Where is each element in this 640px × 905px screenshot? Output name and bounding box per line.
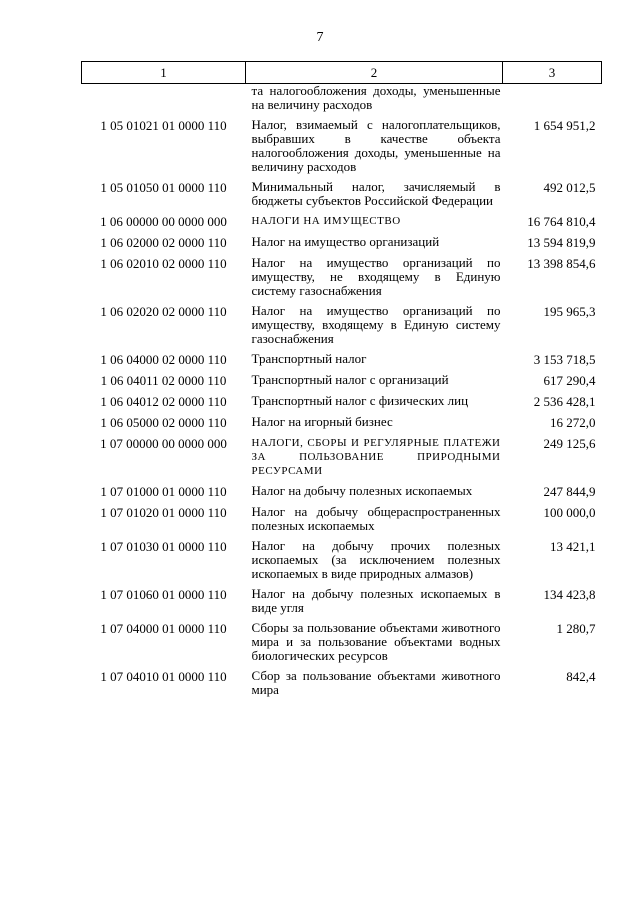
table-row <box>82 669 602 703</box>
budget-classification-code: 1 07 01030 01 0000 110 <box>100 539 227 554</box>
amount-value: 2 536 428,1 <box>533 394 596 409</box>
budget-classification-code: 1 06 02020 02 0000 110 <box>100 304 227 319</box>
budget-classification-code: 1 07 00000 00 0000 000 <box>100 436 227 451</box>
amount-value: 617 290,4 <box>543 373 596 388</box>
amount-value: 134 423,8 <box>543 587 596 602</box>
budget-classification-code: 1 06 02010 02 0000 110 <box>100 256 227 271</box>
budget-classification-code: 1 07 01060 01 0000 110 <box>100 587 227 602</box>
table-row <box>82 415 602 436</box>
revenue-item-name: Налог на игорный бизнес <box>251 414 393 429</box>
revenue-item-name: Сбор за пользование объектами животного мира <box>251 668 501 697</box>
revenue-item-name: Налог на добычу полезных ископаемых в виде угля <box>251 586 501 615</box>
amount-value: 842,4 <box>566 669 596 684</box>
amount-value: 13 421,1 <box>550 539 596 554</box>
budget-classification-code <box>82 84 246 119</box>
revenue-item-name: НАЛОГИ НА ИМУЩЕСТВО <box>251 215 401 227</box>
revenue-item-name: Налог на имущество организаций <box>251 234 440 249</box>
amount-value: 195 965,3 <box>543 304 596 319</box>
table-row <box>82 352 602 373</box>
budget-classification-code: 1 07 01000 01 0000 110 <box>100 484 227 499</box>
table-row <box>82 214 602 235</box>
table-row <box>82 235 602 256</box>
table-row <box>82 394 602 415</box>
revenue-item-name: Налог на имущество организаций по имуществу, входящему в Единую систему газоснабжения <box>251 303 501 346</box>
amount-value: 247 844,9 <box>543 484 596 499</box>
revenue-item-name: Транспортный налог <box>251 351 367 366</box>
table-header <box>82 62 602 84</box>
page-number: 7 <box>316 30 324 45</box>
table-row <box>82 180 602 214</box>
table-row <box>82 505 602 539</box>
table-body <box>82 84 602 704</box>
revenue-item-name: Налог на имущество организаций по имуществу, не входящему в Единую систему газоснабжения <box>251 255 501 298</box>
budget-classification-code: 1 07 01020 01 0000 110 <box>100 505 227 520</box>
amount-value: 3 153 718,5 <box>533 352 596 367</box>
budget-classification-code: 1 06 00000 00 0000 000 <box>100 214 227 229</box>
amount-value: 100 000,0 <box>543 505 596 520</box>
table-row <box>82 256 602 304</box>
revenue-item-name: та налогообложения доходы, уменьшенные на величину расходов <box>251 83 501 112</box>
budget-classification-code: 1 06 02000 02 0000 110 <box>100 235 227 250</box>
amount-value: 1 280,7 <box>556 621 596 636</box>
revenue-item-name: Налог на добычу общераспространенных полезных ископаемых <box>251 504 501 533</box>
revenue-item-name: Транспортный налог с организаций <box>251 372 449 387</box>
table-row <box>82 621 602 669</box>
revenue-item-name: Налог на добычу полезных ископаемых <box>251 483 473 498</box>
budget-classification-code: 1 06 04012 02 0000 110 <box>100 394 227 409</box>
budget-classification-code: 1 05 01050 01 0000 110 <box>100 180 227 195</box>
table-row <box>82 587 602 621</box>
amount-value: 492 012,5 <box>543 180 596 195</box>
table-row <box>82 304 602 352</box>
amount-value: 13 398 854,6 <box>527 256 596 271</box>
table-row <box>82 484 602 505</box>
table-row <box>82 84 602 119</box>
amount-value <box>503 84 602 119</box>
budget-classification-code: 1 06 04000 02 0000 110 <box>100 352 227 367</box>
amount-value: 16 764 810,4 <box>527 214 596 229</box>
amount-value: 13 594 819,9 <box>527 235 596 250</box>
revenue-item-name: Минимальный налог, зачисляемый в бюджеты субъектов Российской Федерации <box>251 179 501 208</box>
column-header-1: 1 <box>82 62 246 84</box>
revenue-item-name: Налог, взимаемый с налогоплательщиков, выбравших в качестве объекта налогообложения доходы, уменьшенные на величину расходов <box>251 117 501 174</box>
revenue-item-name: НАЛОГИ, СБОРЫ И РЕГУЛЯРНЫЕ ПЛАТЕЖИ ЗА ПОЛЬЗОВАНИЕ ПРИРОДНЫМИ РЕСУРСАМИ <box>251 437 501 477</box>
table-row <box>82 539 602 587</box>
revenue-table <box>81 61 602 703</box>
amount-value: 16 272,0 <box>550 415 596 430</box>
budget-classification-code: 1 06 05000 02 0000 110 <box>100 415 227 430</box>
column-header-2: 2 <box>246 62 503 84</box>
column-header-3: 3 <box>503 62 602 84</box>
budget-classification-code: 1 07 04000 01 0000 110 <box>100 621 227 636</box>
budget-classification-code: 1 05 01021 01 0000 110 <box>100 118 227 133</box>
budget-classification-code: 1 06 04011 02 0000 110 <box>100 373 227 388</box>
table-header-row <box>82 62 602 84</box>
table-row <box>82 118 602 180</box>
revenue-item-name: Налог на добычу прочих полезных ископаемых (за исключением полезных ископаемых в виде природных алмазов) <box>251 538 501 581</box>
revenue-item-name: Сборы за пользование объектами животного мира и за пользование объектами водных биологических ресурсов <box>251 620 501 663</box>
budget-classification-code: 1 07 04010 01 0000 110 <box>100 669 227 684</box>
table-row <box>82 373 602 394</box>
table-row <box>82 436 602 484</box>
revenue-item-name: Транспортный налог с физических лиц <box>251 393 469 408</box>
amount-value: 249 125,6 <box>543 436 596 451</box>
amount-value: 1 654 951,2 <box>533 118 596 133</box>
